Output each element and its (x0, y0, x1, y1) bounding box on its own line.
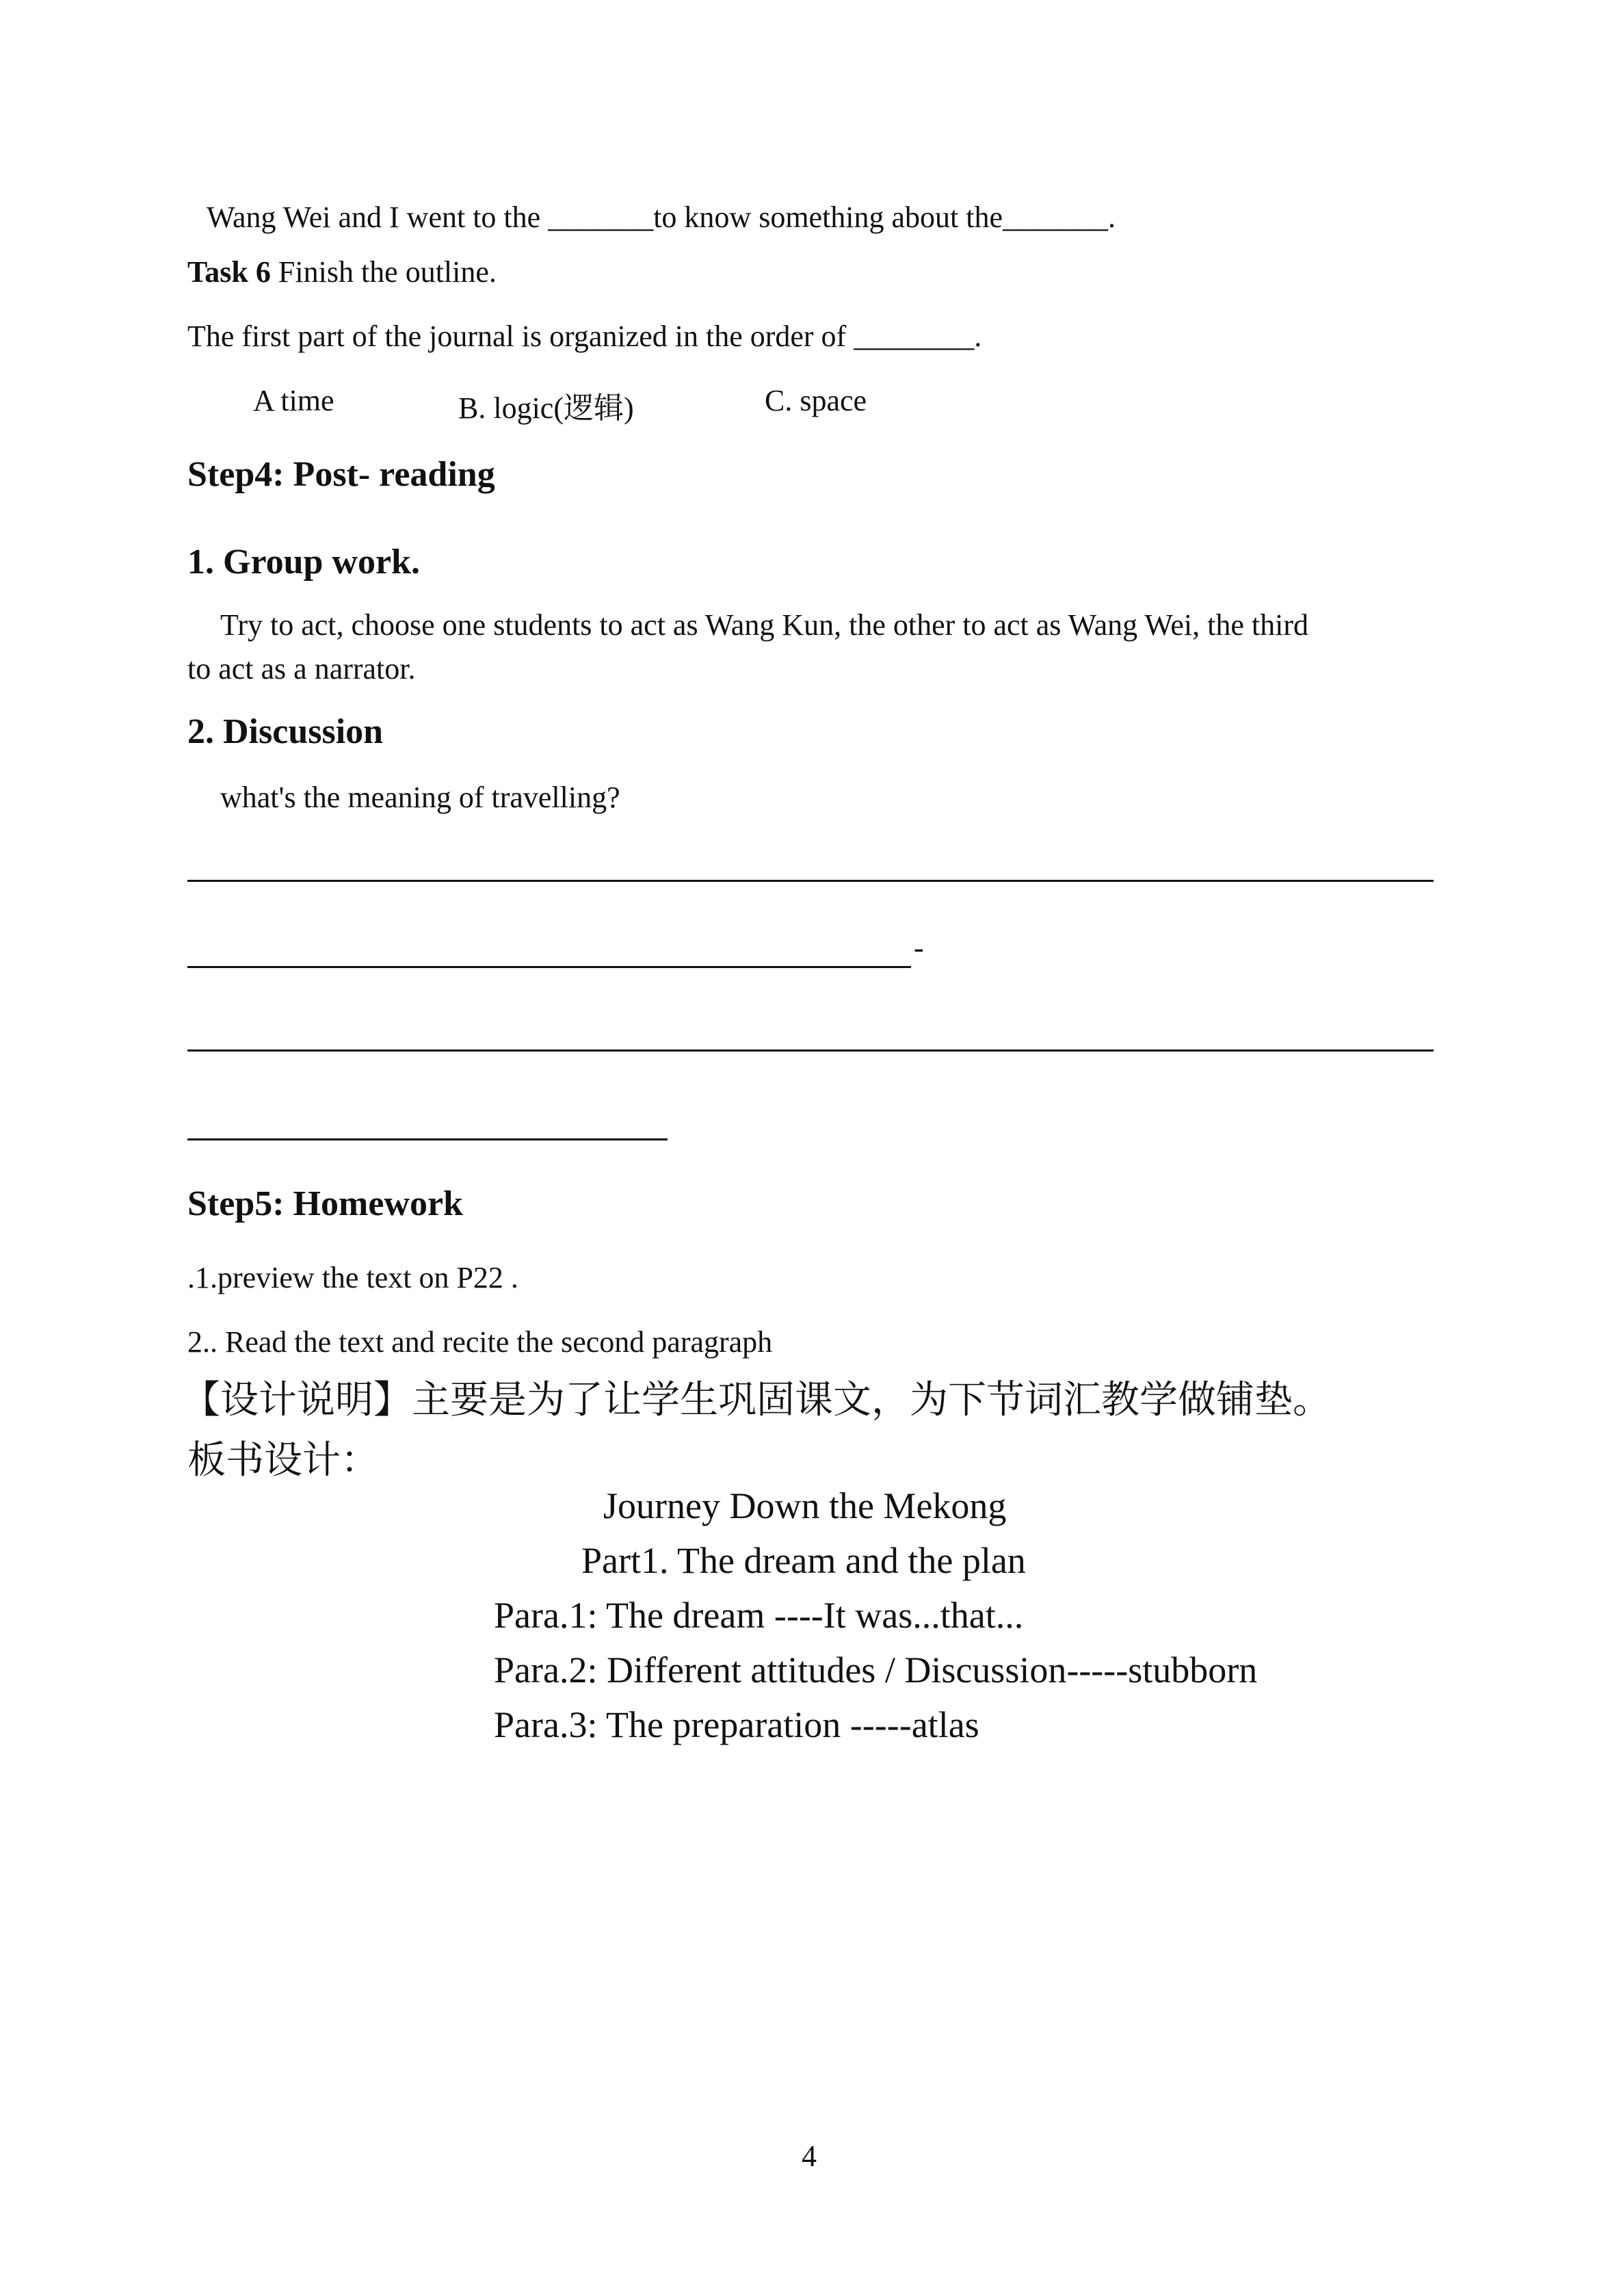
task6-label: Task 6 (187, 255, 271, 289)
group-work-line2: to act as a narrator. (187, 652, 416, 686)
task6-text: Finish the outline. (270, 255, 497, 289)
answer-line-dash: - (914, 931, 924, 965)
task6-line (187, 255, 497, 289)
step5-heading: Step5: Homework (187, 1184, 463, 1223)
option-c: C. space (765, 384, 867, 417)
homework-item-1: .1.preview the text on P22 . (187, 1261, 518, 1294)
group-work-line1: Try to act, choose one students to act as Wang Kun, the other to act as Wang Wei, the third (220, 608, 1308, 642)
board-para-1: Para.1: The dream ----It was...that... (494, 1595, 1024, 1636)
option-a: A time (253, 384, 334, 417)
answer-line-2 (187, 966, 911, 968)
discussion-heading: 2. Discussion (187, 712, 384, 751)
order-question: The first part of the journal is organized in the order of ________. (187, 319, 982, 353)
fill-blank-sentence: Wang Wei and I went to the _______to know something about the_______. (207, 200, 1116, 234)
board-para-3: Para.3: The preparation -----atlas (494, 1704, 979, 1745)
homework-item-2: 2.. Read the text and recite the second paragraph (187, 1325, 773, 1359)
step4-heading: Step4: Post- reading (187, 455, 495, 494)
board-part: Part1. The dream and the plan (581, 1540, 1026, 1581)
page-number: 4 (802, 2139, 817, 2173)
answer-line-1 (187, 880, 1434, 882)
discussion-prompt: what's the meaning of travelling? (220, 781, 620, 814)
answer-line-3 (187, 1049, 1434, 1052)
board-para-2: Para.2: Different attitudes / Discussion-----stubborn (494, 1649, 1258, 1691)
board-title: Journey Down the Mekong (603, 1485, 1007, 1526)
group-work-heading: 1. Group work. (187, 543, 420, 582)
design-note: 【设计说明】主要是为了让学生巩固课文，为下节词汇教学做铺垫。 (182, 1378, 1331, 1422)
board-design-label: 板书设计： (187, 1438, 379, 1483)
option-b: B. logic(逻辑) (458, 391, 634, 425)
answer-line-4 (187, 1138, 668, 1140)
